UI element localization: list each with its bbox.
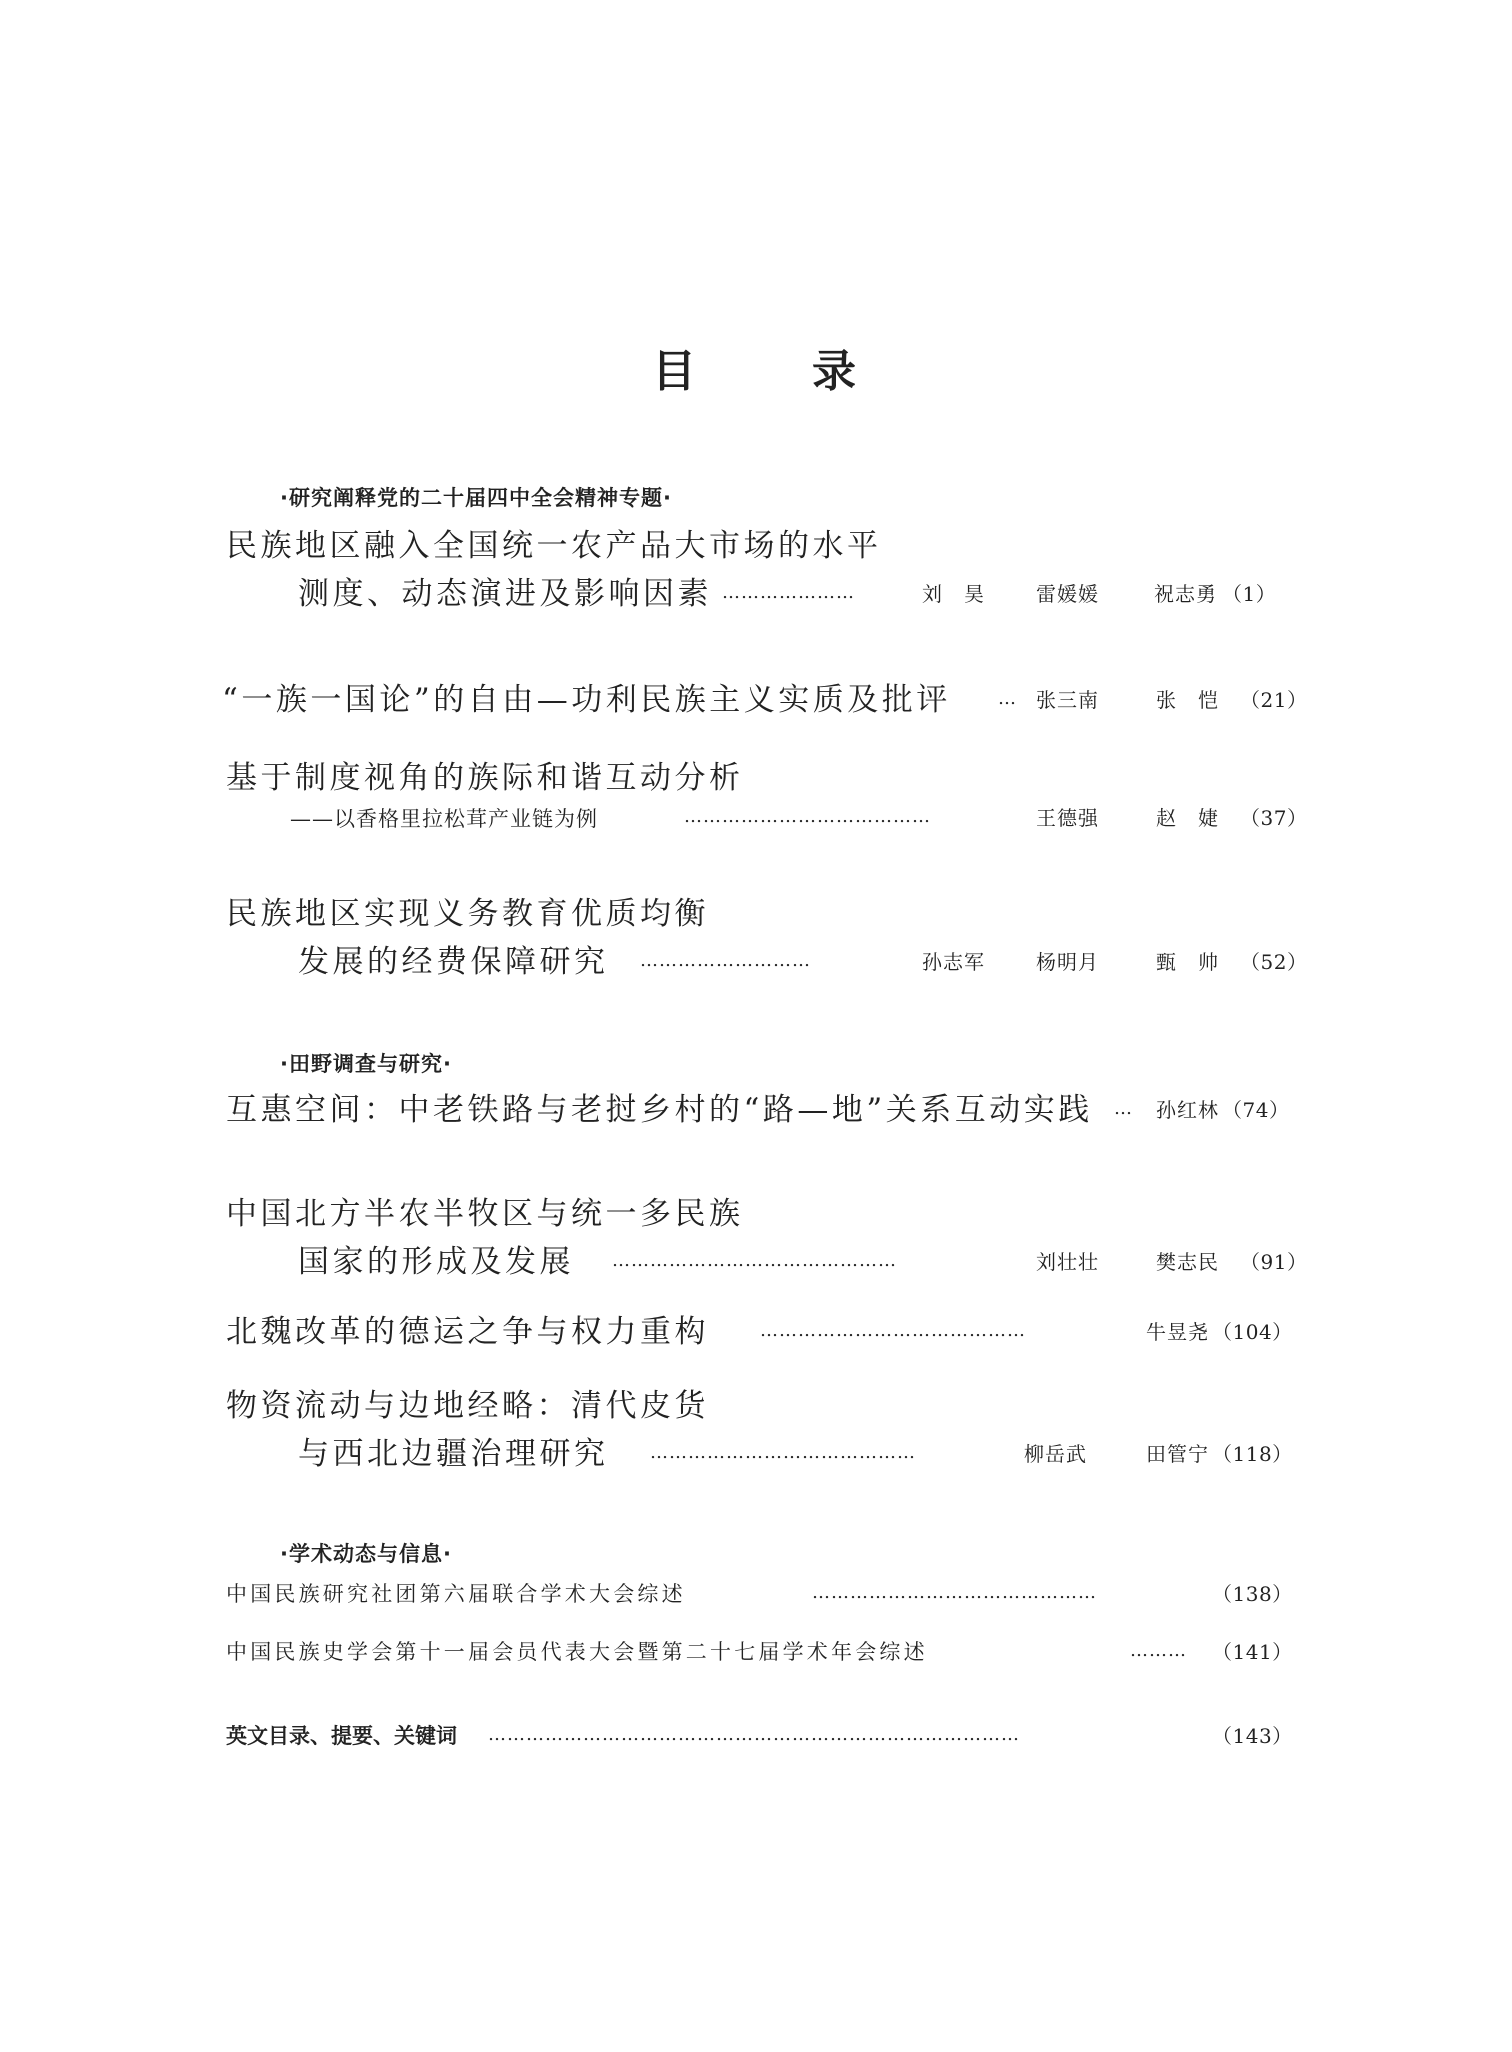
page-number: （37） (1240, 806, 1308, 830)
author: 甄 帅 (1156, 950, 1219, 974)
page-number: （74） (1222, 1098, 1290, 1122)
leader-dots: ……… (1130, 1640, 1187, 1661)
leader-dots: ……………………………………… (612, 1250, 897, 1271)
entry-subtitle: ——以香格里拉松茸产业链为例 (290, 807, 598, 831)
section-heading-field-research: ·田野调查与研究· (280, 1052, 452, 1076)
leader-dots: ………………………………… (684, 806, 931, 827)
author: 祝志勇 (1154, 582, 1217, 606)
leader-dots: ……………………………………… (812, 1582, 1097, 1603)
leader-dots: … (1114, 1098, 1133, 1119)
author: 孙志军 (922, 950, 985, 974)
section-heading-academic-news: ·学术动态与信息· (280, 1542, 452, 1566)
entry-title-line1: 北魏改革的德运之争与权力重构 (226, 1314, 709, 1350)
author: 刘壮壮 (1036, 1250, 1099, 1274)
author: 樊志民 (1156, 1250, 1219, 1274)
page-number: （138） (1212, 1582, 1293, 1606)
author: 孙红林 (1156, 1098, 1219, 1122)
author: 赵 婕 (1156, 806, 1219, 830)
entry-title-line1: “一族一国论”的自由—功利民族主义实质及批评 (222, 682, 951, 718)
entry-title-line2: 测度、动态演进及影响因素 (298, 576, 712, 612)
author: 牛昱尧 (1146, 1320, 1209, 1344)
page-number: （118） (1212, 1442, 1293, 1466)
page-number: （104） (1212, 1320, 1293, 1344)
entry-title-line1: 中国民族史学会第十一届会员代表大会暨第二十七届学术年会综述 (226, 1640, 928, 1664)
author: 刘 昊 (922, 582, 985, 606)
entry-title-line2: 与西北边疆治理研究 (298, 1436, 609, 1472)
entry-title-line1: 民族地区融入全国统一农产品大市场的水平 (226, 528, 882, 564)
page-number: （21） (1240, 688, 1308, 712)
entry-title-line1: 中国民族研究社团第六届联合学术大会综述 (226, 1582, 686, 1606)
page-number: （141） (1212, 1640, 1293, 1664)
entry-title-line1: 基于制度视角的族际和谐互动分析 (226, 760, 744, 796)
page-number: （1） (1222, 582, 1277, 606)
page-title-char-1: 目 (652, 346, 698, 397)
leader-dots: ………………… (722, 582, 855, 603)
entry-title-line1: 互惠空间：中老铁路与老挝乡村的“路—地”关系互动实践 (226, 1092, 1093, 1128)
author: 田管宁 (1146, 1442, 1209, 1466)
page-number: （52） (1240, 950, 1308, 974)
page-number: （91） (1240, 1250, 1308, 1274)
entry-title-line2: 国家的形成及发展 (298, 1244, 574, 1280)
entry-title-line1: 民族地区实现义务教育优质均衡 (226, 896, 709, 932)
leader-dots: ……………………… (640, 950, 811, 971)
appendix-label: 英文目录、提要、关键词 (226, 1724, 457, 1748)
leader-dots: …………………………………… (650, 1442, 916, 1463)
page-number: （143） (1212, 1724, 1293, 1748)
author: 柳岳武 (1024, 1442, 1087, 1466)
leader-dots: … (998, 688, 1017, 709)
entry-title-line1: 中国北方半农半牧区与统一多民族 (226, 1196, 744, 1232)
leader-dots: ………………………………………………………………………… (488, 1724, 1020, 1745)
section-heading-special-topic: ·研究阐释党的二十届四中全会精神专题· (280, 486, 672, 510)
entry-title-line2: 发展的经费保障研究 (298, 944, 609, 980)
author: 张三南 (1036, 688, 1099, 712)
author: 杨明月 (1036, 950, 1099, 974)
leader-dots: …………………………………… (760, 1320, 1026, 1341)
author: 雷媛媛 (1036, 582, 1099, 606)
author: 张 恺 (1156, 688, 1219, 712)
entry-title-line1: 物资流动与边地经略：清代皮货 (226, 1388, 709, 1424)
author: 王德强 (1036, 806, 1099, 830)
page-title-char-2: 录 (812, 346, 858, 397)
